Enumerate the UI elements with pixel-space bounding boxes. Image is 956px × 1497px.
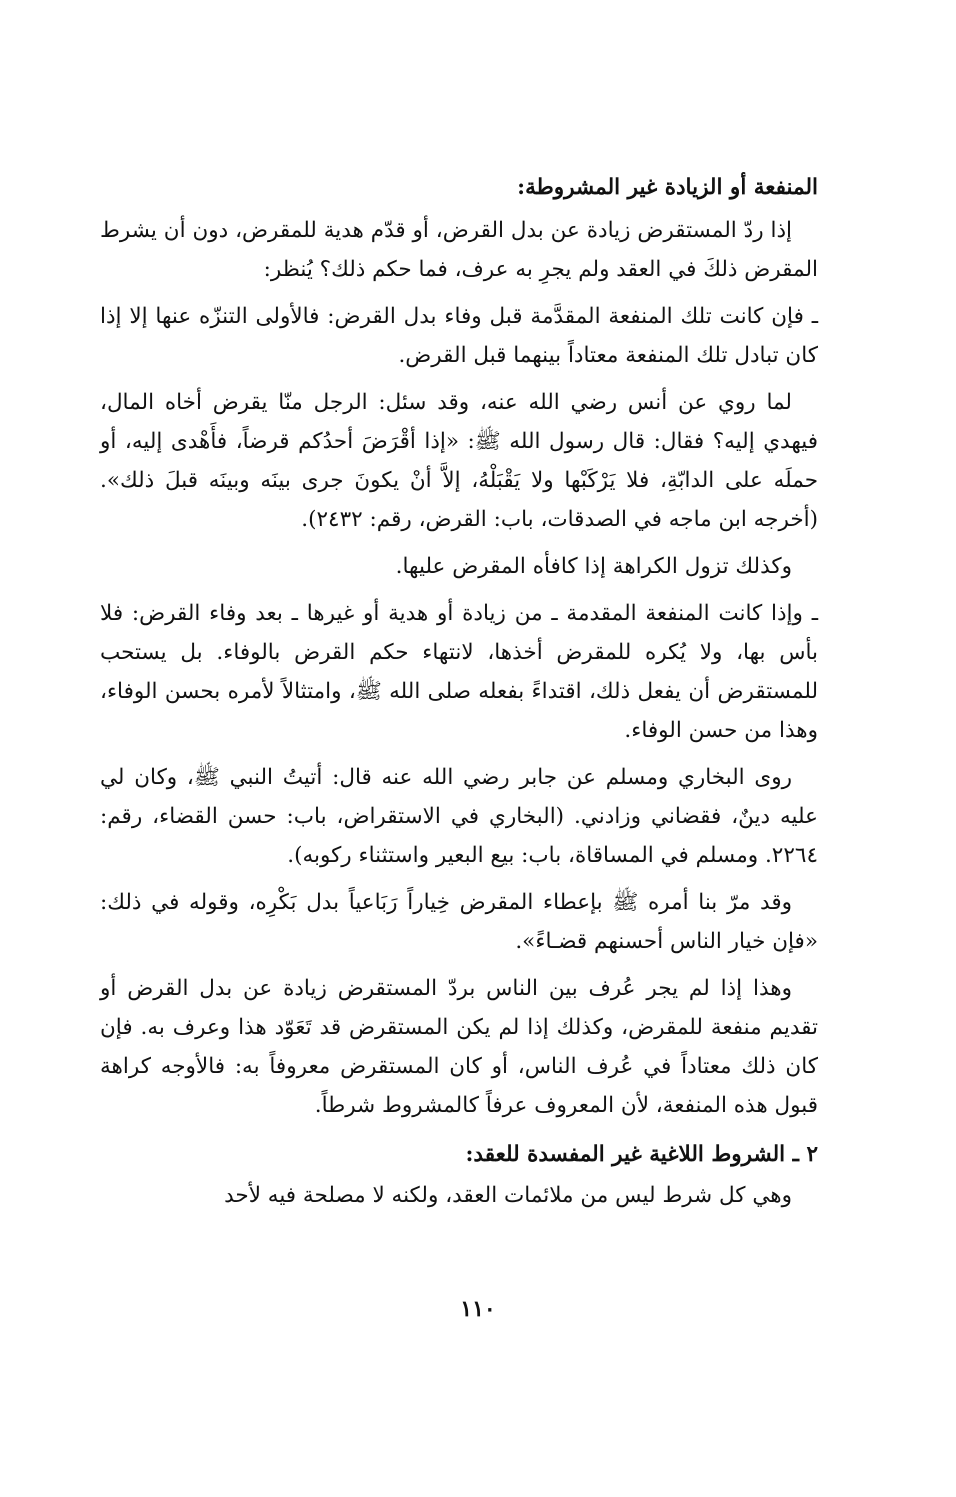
- paragraph-3: لما روي عن أنس رضي الله عنه، وقد سئل: الرجل منّا يقرض أخاه المال، فيهدي إليه؟ فقال: قال رسول الله ﷺ: «إذا أقْرَضَ أحدُكم قرضاً، فأَهْدى إليه، أو حملَه على الدابّةِ، فلا يَرْكَبْها ولا يَقْبَلْهُ، إلاَّ أنْ يكونَ جرى بينَه وبينَه قبلَ ذلك». (أخرجه ابن ماجه في الصدقات، باب: القرض، رقم: ٢٤٣٢).: [100, 390, 818, 532]
- paragraph-2: ـ فإن كانت تلك المنفعة المقدَّمة قبل وفاء بدل القرض: فالأولى التنزّه عنها إلا إذا كان تبادل تلك المنفعة معتاداً بينهما قبل القرض.: [100, 304, 818, 368]
- paragraph-6: روى البخاري ومسلم عن جابر رضي الله عنه قال: أتيتُ النبي ﷺ، وكان لي عليه دينٌ، فقضاني وزادني. (البخاري في الاستقراض، باب: حسن القضاء، رقم: ٢٢٦٤. ومسلم في المساقاة، باب: بيع البعير واستثناء ركوبه).: [100, 765, 818, 868]
- paragraph-7: وقد مرّ بنا أمره ﷺ بإعطاء المقرض خِياراً رَبَاعياً بدل بَكْرِه، وقوله في ذلك: «فإن خيار الناس أحسنهم قضـاءً».: [100, 890, 818, 954]
- paragraph-5: ـ وإذا كانت المنفعة المقدمة ـ من زيادة أو هدية أو غيرها ـ بعد وفاء القرض: فلا بأس بها، ولا يُكره للمقرض أخذها، لانتهاء حكم القرض بالوفاء. بل يستحب للمستقرض أن يفعل ذلك، اقتداءً بفعله صلى الله ﷺ، وامتثالاً لأمره بحسن الوفاء، وهذا من حسن الوفاء.: [100, 601, 818, 743]
- page-body: [100, 168, 818, 1223]
- paragraph-8: وهذا إذا لم يجر عُرف بين الناس بردّ المستقرض زيادة عن بدل القرض أو تقديم منفعة للمقرض، وكذلك إذا لم يكن المستقرض قد تَعَوّد هذا وعرف به. فإن كان ذلك معتاداً في عُرف الناس، أو كان المستقرض معروفاً به: فالأوجه كراهة قبول هذه المنفعة، لأن المعروف عرفاً كالمشروط شرطاً.: [100, 976, 818, 1118]
- page-number: ١١٠: [460, 1296, 496, 1322]
- paragraph-1: إذا ردّ المستقرض زيادة عن بدل القرض، أو قدّم هدية للمقرض، دون أن يشرط المقرض ذلكَ في العقد ولم يجرِ به عرف، فما حكم ذلك؟ يُنظر:: [100, 218, 818, 282]
- paragraph-4: وكذلك تزول الكراهة إذا كافأه المقرض عليها.: [395, 554, 792, 579]
- section-heading: المنفعة أو الزيادة غير المشروطة:: [517, 175, 818, 200]
- subsection-heading: ٢ ـ الشروط اللاغية غير المفسدة للعقد:: [465, 1142, 818, 1167]
- paragraph-9: وهي كل شرط ليس من ملائمات العقد، ولكنه لا مصلحة فيه لأحد: [224, 1183, 792, 1208]
